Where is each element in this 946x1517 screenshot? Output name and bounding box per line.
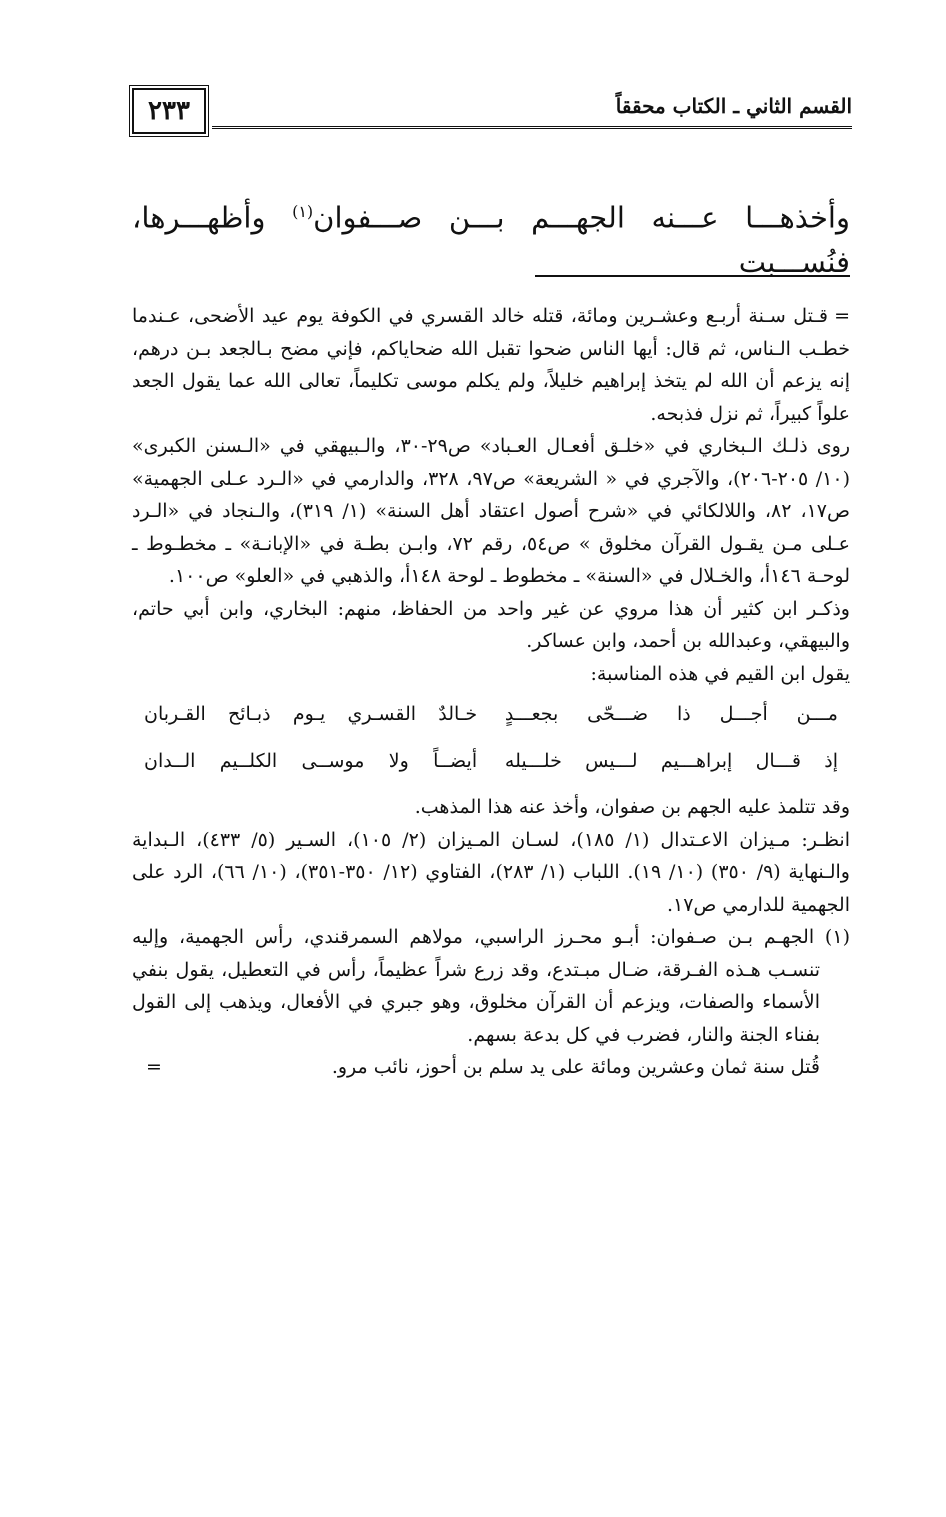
- footnote-1-text: الجهـم بـن صـفوان: أبـو محـرز الراسبي، مولاهم السمرقندي، رأس الجهمية، وإليه تنسـب هـذه الفـرقة، ضـال مبـتدع، وقد زرع شراً عظيماً، رأس في التعطيل، يقول بنفي الأسماء والصفات، ويزعم أن القرآن مخلوق، وهو جبري في الأفعال، ويذهب إلى القول بفناء الجنة والنار، فضرب في كل بدعة بسهم.: [132, 926, 820, 1046]
- running-title: القسم الثاني ـ الكتاب محققاً: [615, 94, 852, 118]
- verse-first-hemistich: مـــن أجـــل ذا ضـــحّى بجعـــدٍ: [504, 703, 838, 725]
- header-rule: [212, 126, 852, 129]
- verse-line: [144, 745, 838, 778]
- continues-marker: =: [146, 1056, 162, 1078]
- footnote-paragraph: وذكـر ابن كثير أن هذا مروي عن غير واحد من الحفاظ، منهم: البخاري، وابن أبي حاتم، والبيهقي، وعبدالله بن أحمد، وابن عساكر.: [132, 597, 850, 652]
- footnote-reference: (١): [292, 202, 314, 221]
- footnote-paragraph: =قـتل سـنة أربـع وعشـرين ومائة، قتله خالد القسري في الكوفة يوم عيد الأضحى، عـندما خطـب الـناس، ثم قال: أيها الناس ضحوا تقبل الله ضحاياكم، فإني مضح بـالجعد بـن درهم، إنه يزعم أن الله لم يتخذ إبراهيم خليلاً، ولم يكلم موسى تكليماً، تعالى الله عما يقول الجعد علواً كبيراً، ثم نزل فذبحه.: [132, 300, 850, 430]
- page-number: ٢٣٣: [132, 88, 206, 134]
- footnotes: [132, 300, 850, 1084]
- main-text-end: وأظهـــرها، فنُســـبت: [132, 200, 850, 279]
- continuation-marker: =: [834, 305, 850, 327]
- footnote-separator: [535, 275, 850, 277]
- page-header: [132, 88, 852, 138]
- footnote-paragraph: وقد تتلمذ عليه الجهم بن صفوان، وأخذ عنه هذا المذهب.: [414, 796, 850, 818]
- footnote-paragraph: روى ذلـك الـبخاري في «خلـق أفعـال العـباد» ص٢٩-٣٠، والـبيهقي في «الـسنن الكبرى» (١٠/ ٢٠٥-٢٠٦)، والآجري في « الشريعة» ص٩٧، ٣٢٨، والدارمي في «الـرد عـلى الجهمية» ص١٧، ٨٢، واللالكائي في «شرح أصول اعتقاد أهل السنة» (١/ ٣١٩)، والـنجاد في «الـرد عـلى مـن يقـول القرآن مخلوق » ص٥٤، رقم ٧٢، وابـن بطـة في «الإبانـة» ـ مخطـوط ـ لوحـة ١٤٦أ، والخـلال في «السنة» ـ مخطوط ـ لوحة ١٤٨أ، والذهبي في «العلو» ص١٠٠.: [132, 435, 850, 587]
- footnote-paragraph: انظـر: مـيزان الاعـتدال (١/ ١٨٥)، لسـان المـيزان (٢/ ١٠٥)، السـير (٥/ ٤٣٣)، الـبداية والـنهاية (٩/ ٣٥٠) (١٠/ ١٩). اللباب (١/ ٢٨٣)، الفتاوي (١٢/ ٣٥٠-٣٥١)، (١٠/ ٦٦)، الرد على الجهمية للدارمي ص١٧.: [132, 828, 850, 916]
- main-text-start: وأخذهـــا عـــنه الجهـــم بـــن صـــفوان: [313, 200, 850, 235]
- footnote-number: (١): [824, 926, 850, 948]
- main-text: [132, 190, 850, 284]
- verse-first-hemistich: إذ قـــال إبراهـــيم لـــيس خلـــيله: [504, 749, 838, 772]
- footnote-1-last-line: قُتل سنة ثمان وعشرين ومائة على يد سلم بن أحوز، نائب مرو. =: [132, 1051, 850, 1084]
- footnote-paragraph: يقول ابن القيم في هذه المناسبة:: [590, 662, 850, 685]
- verse-second-hemistich: أيضــاً ولا موســى الكلــيم الــدان: [144, 749, 478, 772]
- verse-line: [144, 698, 838, 731]
- footnote-1: [132, 921, 850, 1051]
- verse-second-hemistich: خـالدٌ القسـري يـوم ذبـائح القـربان: [144, 703, 478, 725]
